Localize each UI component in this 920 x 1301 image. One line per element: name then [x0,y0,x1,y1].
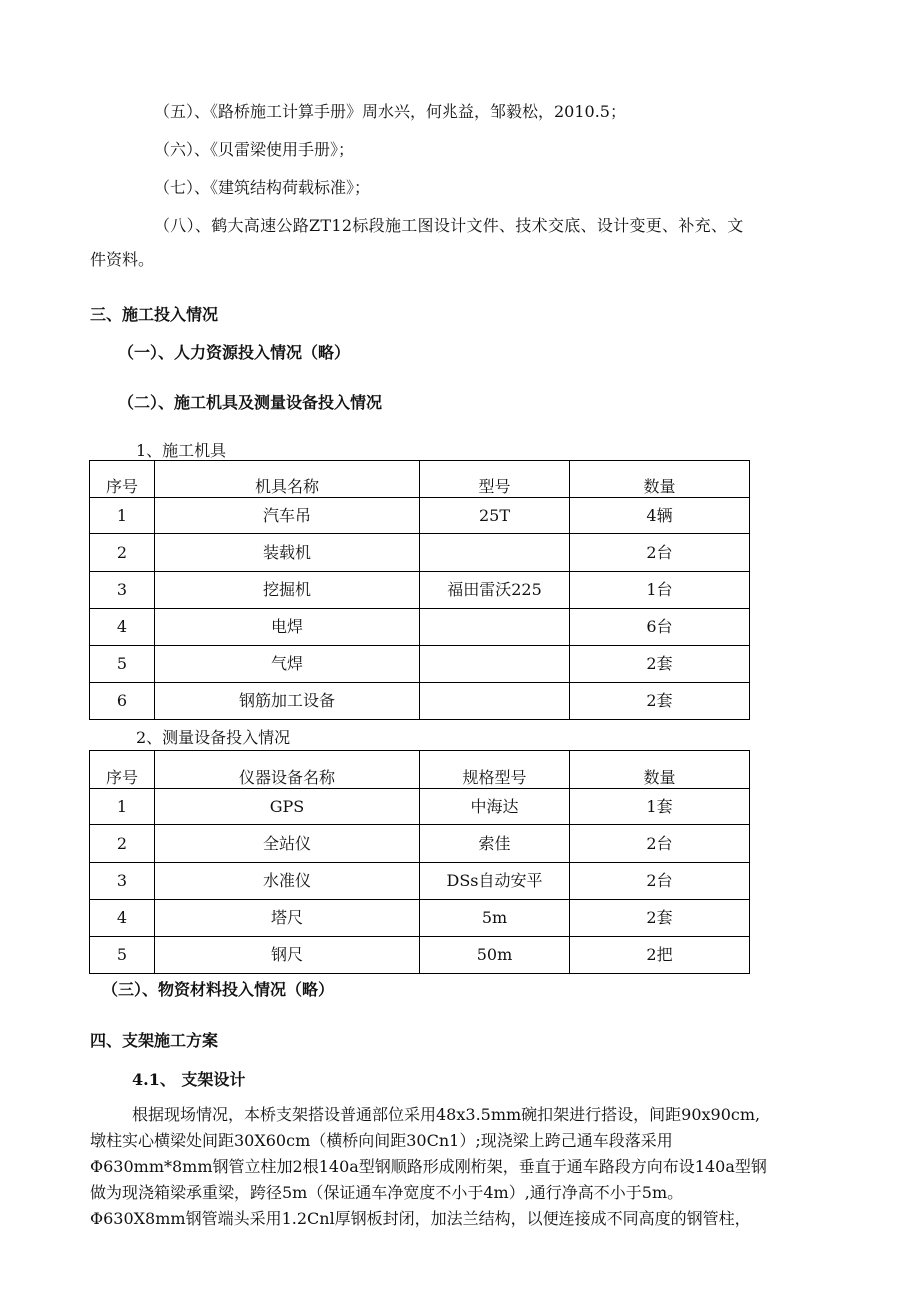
table-row [90,789,750,825]
reference-7: （七）、《建筑结构荷载标准》； [154,178,371,197]
table-cell: 2台 [570,534,750,572]
table-row [90,498,750,534]
table-cell: 2台 [570,825,750,863]
table-cell: 2套 [570,900,750,937]
table-header-row [90,461,750,498]
paragraph-line-2: 墩柱实心横梁处间距30X60cm（横桥向间距30Cn1）;现浇梁上跨己通车段落采用 [90,1131,673,1150]
table-cell: 5 [90,646,155,683]
header-cell: 规格型号 [420,751,570,789]
table-cell: 索佳 [420,825,570,863]
header-cell: 序号 [90,461,155,498]
table-cell: 1套 [570,789,750,825]
header-cell: 型号 [420,461,570,498]
header-cell: 仪器设备名称 [155,751,420,789]
table-cell: 50m [420,937,570,974]
table-cell: DSs自动安平 [420,863,570,900]
header-cell: 数量 [570,461,750,498]
table-row [90,900,750,937]
table-cell: 3 [90,572,155,609]
table-row [90,646,750,683]
section-4-1-title: 4.1、 支架设计 [132,1070,246,1089]
header-cell: 数量 [570,751,750,789]
table-cell: 2 [90,534,155,572]
table-cell: 1 [90,498,155,534]
table-cell: 3 [90,863,155,900]
reference-5: （五）、《路桥施工计算手册》周水兴，何兆益，邹毅松，2010.5； [154,102,626,121]
table-cell: 装载机 [155,534,420,572]
machinery-caption: 1、施工机具 [136,441,227,460]
table-cell: 25T [420,498,570,534]
table-cell [420,646,570,683]
table-cell: 2 [90,825,155,863]
table-row [90,534,750,572]
table-cell: 钢筋加工设备 [155,683,420,720]
paragraph-line-4: 做为现浇箱梁承重梁，跨径5m（保证通车净宽度不小于4m）,通行净高不小于5m。 [90,1183,684,1202]
table-cell: 4辆 [570,498,750,534]
table-cell: 中海达 [420,789,570,825]
table-cell: 1台 [570,572,750,609]
header-cell: 序号 [90,751,155,789]
table-row [90,937,750,974]
paragraph-line-3: Φ630mm*8mm钢管立柱加2根140a型钢顺路形成刚桁架，垂直于通车路段方向布设140a型钢 [90,1157,767,1176]
table-cell: 5m [420,900,570,937]
table-row [90,609,750,646]
section-4-title: 四、支架施工方案 [90,1031,219,1050]
paragraph-line-5: Φ630X8mm钢管端头采用1.2Cnl厚钢板封闭，加法兰结构，以便连接成不同高度的钢管柱， [90,1209,751,1228]
reference-6: （六）、《贝雷梁使用手册》； [154,140,355,159]
table-cell: 2把 [570,937,750,974]
table-cell: 全站仪 [155,825,420,863]
table-cell: 6 [90,683,155,720]
machinery-table [89,460,750,720]
section-3-3-title: （三）、物资材料投入情况（略） [102,980,335,999]
table-cell: 塔尺 [155,900,420,937]
table-cell [420,609,570,646]
table-row [90,572,750,609]
table-row [90,683,750,720]
table-cell: GPS [155,789,420,825]
table-cell: 5 [90,937,155,974]
section-3-2-title: （二）、施工机具及测量设备投入情况 [118,393,383,412]
table-cell: 2套 [570,683,750,720]
section-3-1-title: （一）、人力资源投入情况（略） [118,343,351,362]
table-cell: 汽车吊 [155,498,420,534]
table-cell: 6台 [570,609,750,646]
paragraph-line-1: 根据现场情况，本桥支架搭设普通部位采用48x3.5mm碗扣架进行搭设，间距90x90cm, [132,1105,761,1124]
header-cell: 机具名称 [155,461,420,498]
table-cell: 气焊 [155,646,420,683]
table-cell: 福田雷沃225 [420,572,570,609]
table-cell: 1 [90,789,155,825]
table-cell: 2套 [570,646,750,683]
section-3-title: 三、施工投入情况 [90,305,219,324]
table-cell: 钢尺 [155,937,420,974]
reference-8: （八）、鹤大高速公路ZT12标段施工图设计文件、技术交底、设计变更、补充、文 [154,216,744,235]
table-row [90,825,750,863]
table-cell: 4 [90,609,155,646]
table-cell: 4 [90,900,155,937]
survey-caption: 2、测量设备投入情况 [136,728,291,747]
table-cell: 电焊 [155,609,420,646]
table-cell [420,534,570,572]
reference-8-continued: 件资料。 [90,250,155,269]
table-header-row [90,751,750,789]
survey-table [89,750,750,974]
table-cell: 2台 [570,863,750,900]
table-cell: 水准仪 [155,863,420,900]
table-cell: 挖掘机 [155,572,420,609]
table-row [90,863,750,900]
table-cell [420,683,570,720]
